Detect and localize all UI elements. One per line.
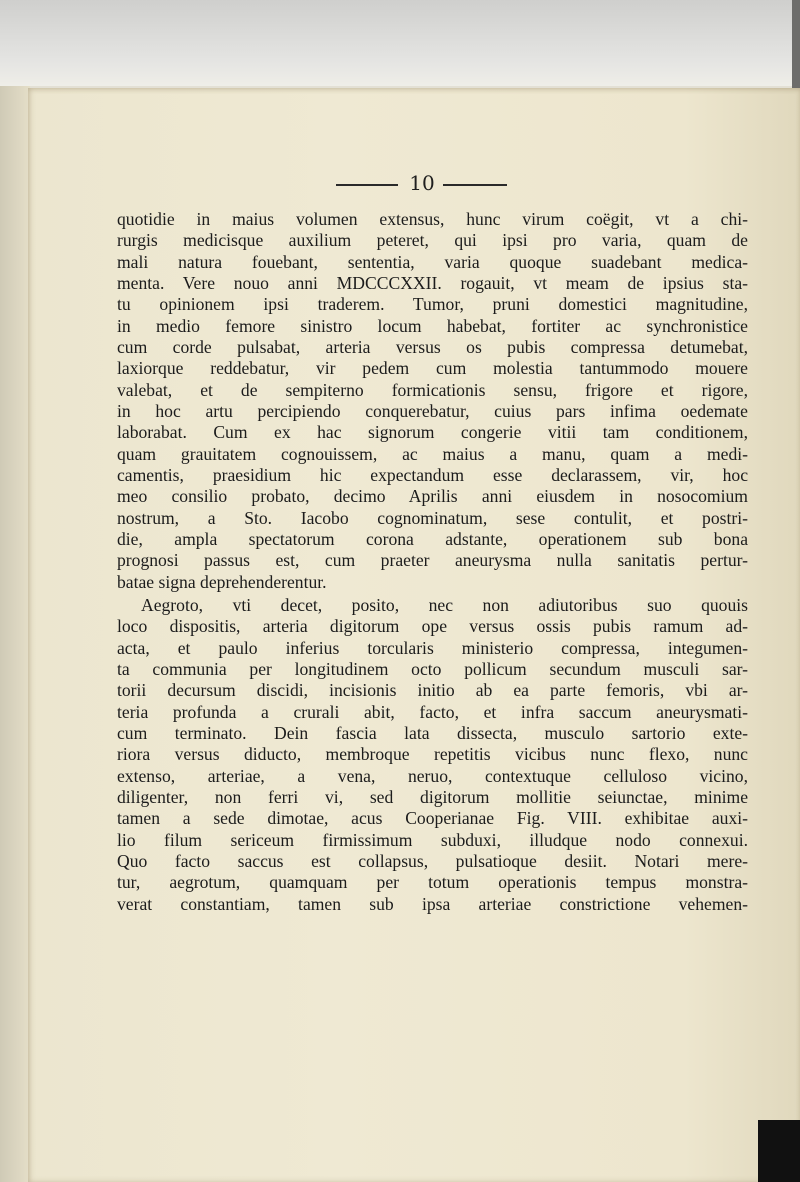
- page-header: [0, 168, 800, 198]
- text-line: valebat, et de sempiterno formicationis sensu, frigore et rigore,: [117, 379, 748, 400]
- paragraph: [117, 209, 748, 593]
- scan-background-top: [0, 0, 800, 86]
- text-line: batae signa deprehenderentur.: [117, 571, 327, 592]
- text-line: tu opinionem ipsi traderem. Tumor, pruni domestici magnitudine,: [117, 294, 748, 315]
- text-line: Aegroto, vti decet, posito, nec non adiutoribus suo quouis: [141, 594, 748, 615]
- text-line: in hoc artu percipiendo conquerebatur, cuius pars infima oedemate: [117, 400, 748, 421]
- text-line: loco dispositis, arteria digitorum ope versus ossis pubis ramum ad-: [117, 616, 748, 637]
- text-line: nostrum, a Sto. Iacobo cognominatum, sese contulit, et postri-: [117, 507, 748, 528]
- text-line: riora versus diducto, membroque repetitis vicibus nunc flexo, nunc: [117, 744, 748, 765]
- text-line: meo consilio probato, decimo Aprilis anni eiusdem in nosocomium: [117, 486, 748, 507]
- text-line: prognosi passus est, cum praeter aneurysma nulla sanitatis pertur-: [117, 550, 748, 571]
- header-rule-right: [443, 184, 507, 186]
- text-line: diligenter, non ferri vi, sed digitorum mollitie seiunctae, minime: [117, 786, 748, 807]
- text-line: rurgis medicisque auxilium peteret, qui ipsi pro varia, quam de: [117, 230, 748, 251]
- text-line: camentis, praesidium hic expectandum esse declarassem, vir, hoc: [117, 464, 748, 485]
- text-line: quotidie in maius volumen extensus, hunc virum coëgit, vt a chi-: [117, 209, 748, 229]
- text-line: mali natura fouebant, sententia, varia quoque suadebant medica-: [117, 251, 748, 272]
- text-line: laborabat. Cum ex hac signorum congerie vitii tam conditionem,: [117, 422, 748, 443]
- text-line: Quo facto saccus est collapsus, pulsatioque desiit. Notari mere-: [117, 850, 748, 871]
- text-line: torii decursum discidi, incisionis initio ab ea parte femoris, vbi ar-: [117, 680, 748, 701]
- text-line: tur, aegrotum, quamquam per totum operationis tempus monstra-: [117, 872, 748, 893]
- text-line: laxiorque reddebatur, vir pedem cum molestia tantummodo mouere: [117, 358, 748, 379]
- text-line: cum terminato. Dein fascia lata dissecta, musculo sartorio exte-: [117, 722, 748, 743]
- text-line: teria profunda a crurali abit, facto, et infra saccum aneurysmati-: [117, 701, 748, 722]
- body-text: [117, 209, 748, 915]
- paragraph: [117, 595, 748, 915]
- text-line: verat constantiam, tamen sub ipsa arteriae constrictione vehemen-: [117, 893, 748, 914]
- text-line: lio filum sericeum firmissimum subduxi, illudque nodo connexui.: [117, 829, 748, 850]
- text-line: ta communia per longitudinem octo pollicum secundum musculi sar-: [117, 658, 748, 679]
- book-binding-edge: [0, 86, 30, 1182]
- text-line: quam grauitatem cognouissem, ac maius a manu, quam a medi-: [117, 443, 748, 464]
- text-line: tamen a sede dimotae, acus Cooperianae Fig. VIII. exhibitae auxi-: [117, 808, 748, 829]
- text-line: menta. Vere nouo anni MDCCCXXII. rogauit, vt meam de ipsius sta-: [117, 272, 748, 293]
- scan-corner-mark: [758, 1120, 800, 1182]
- header-rule-left: [336, 184, 398, 186]
- text-line: in medio femore sinistro locum habebat, fortiter ac synchronistice: [117, 315, 748, 336]
- text-line: die, ampla spectatorum corona adstante, operationem sub bona: [117, 528, 748, 549]
- text-line: acta, et paulo inferius torcularis ministerio compressa, integumen-: [117, 637, 748, 658]
- text-line: cum corde pulsabat, arteria versus os pubis compressa detumebat,: [117, 336, 748, 357]
- text-line: extenso, arteriae, a vena, neruo, contextuque celluloso vicino,: [117, 765, 748, 786]
- page-number: 10: [409, 171, 435, 195]
